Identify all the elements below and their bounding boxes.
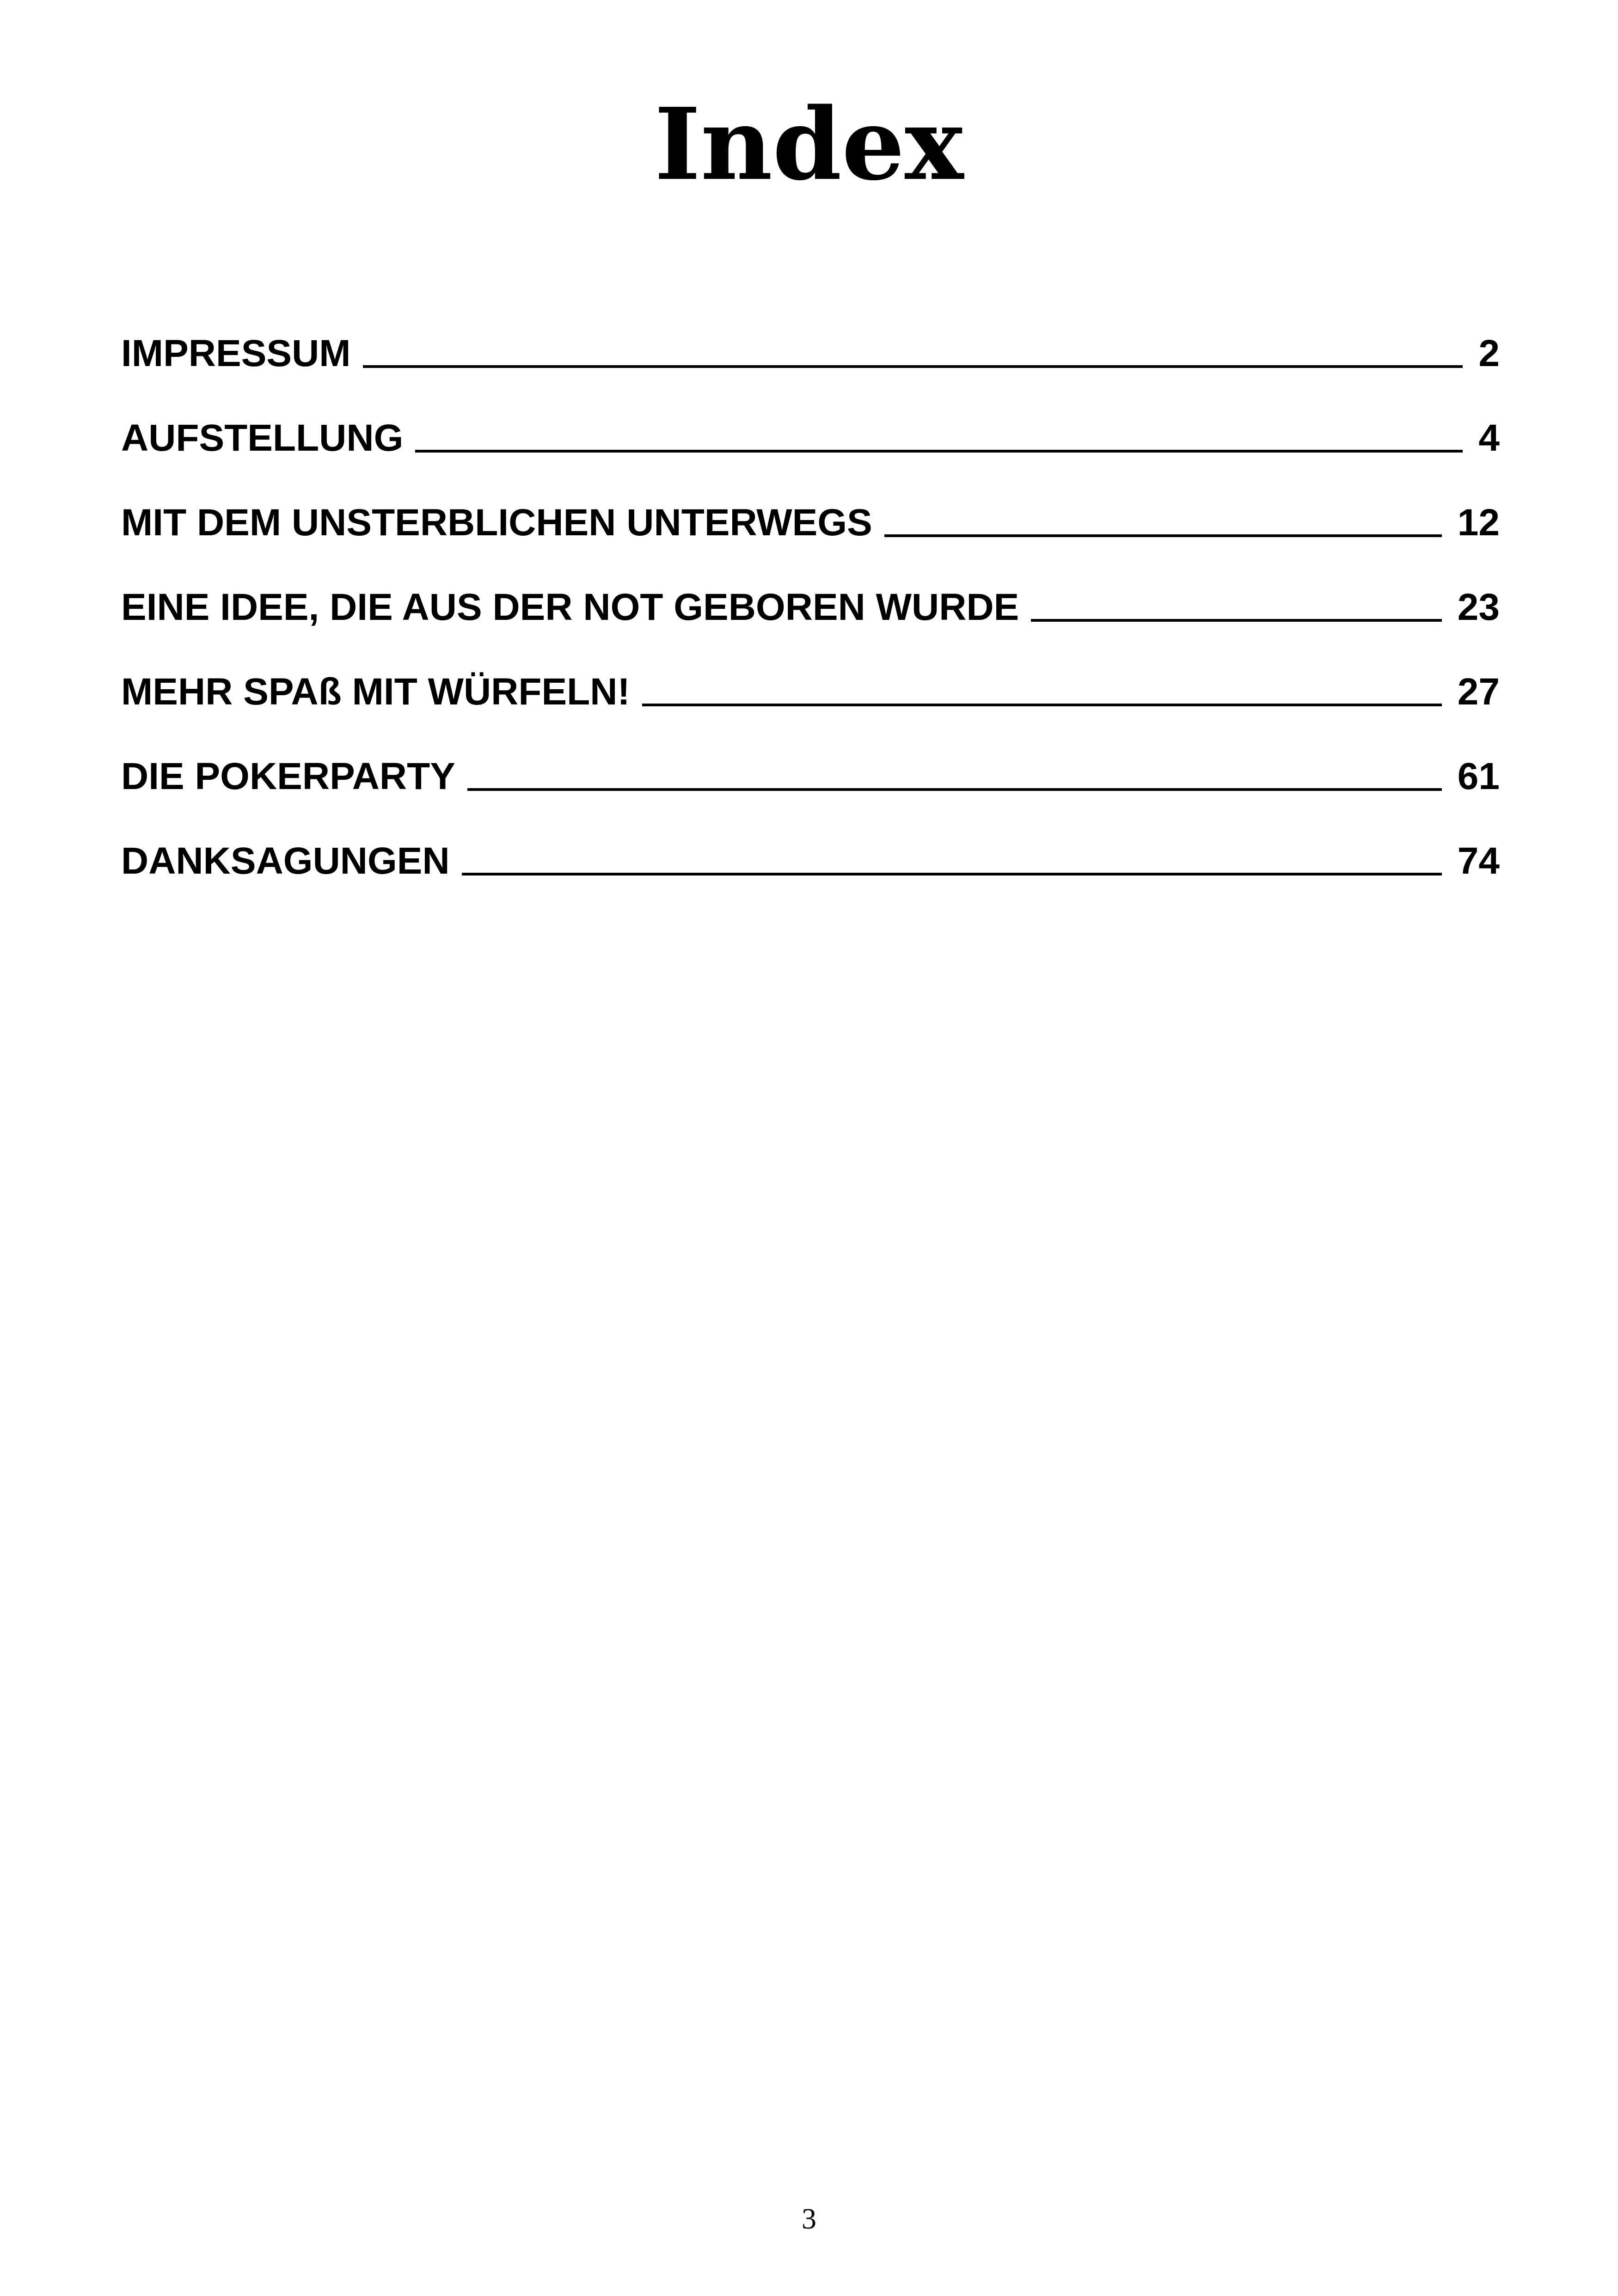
toc-entry-page: 2	[1478, 332, 1500, 374]
toc-entry	[121, 416, 1500, 501]
toc-entry	[121, 586, 1500, 670]
toc-entry	[121, 332, 1500, 416]
toc-entry-page: 27	[1457, 671, 1500, 713]
toc-entry-page: 23	[1457, 586, 1500, 628]
toc-entry-label: MEHR SPAß MIT WÜRFELN!	[121, 671, 630, 713]
toc-leader-line	[1031, 619, 1441, 622]
toc-leader-line	[467, 788, 1442, 791]
page-title: Index	[654, 86, 964, 202]
toc-entry-label: EINE IDEE, DIE AUS DER NOT GEBOREN WURDE	[121, 586, 1019, 628]
toc-entry-page: 12	[1457, 502, 1500, 544]
toc-entry-label: IMPRESSUM	[121, 332, 351, 374]
toc-leader-line	[415, 450, 1463, 453]
toc-entry-label: MIT DEM UNSTERBLICHEN UNTERWEGS	[121, 502, 872, 544]
toc-entry-page: 61	[1457, 755, 1500, 797]
toc-entry-label: DANKSAGUNGEN	[121, 840, 450, 882]
toc-entry	[121, 501, 1500, 586]
toc-entry-label: DIE POKERPARTY	[121, 755, 455, 797]
toc-entry-page: 4	[1478, 417, 1500, 459]
toc-leader-line	[642, 704, 1442, 706]
toc-entry-label: AUFSTELLUNG	[121, 417, 404, 459]
toc-entry-page: 74	[1457, 840, 1500, 882]
toc-leader-line	[363, 365, 1463, 368]
toc-entry	[121, 755, 1500, 839]
toc-entry	[121, 839, 1500, 924]
toc-leader-line	[884, 534, 1442, 537]
table-of-contents	[121, 332, 1500, 924]
toc-entry	[121, 670, 1500, 755]
toc-leader-line	[462, 873, 1442, 876]
page-number: 3	[802, 2202, 816, 2235]
